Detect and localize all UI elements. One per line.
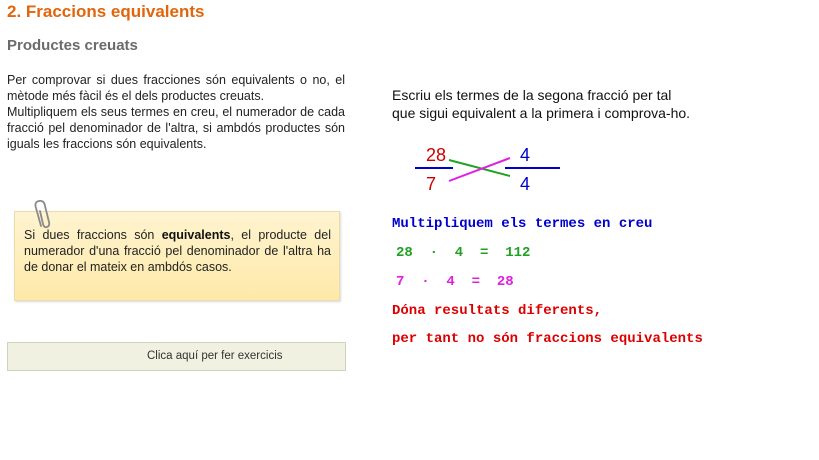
first-numerator: 28 [426,145,447,165]
page-title: 2. Fraccions equivalents [7,2,205,21]
conclusion-line-1: Dóna resultats diferents, [392,303,603,319]
first-denominator: 7 [426,174,437,194]
note-text-after: , el producte del numerador d'una fracció pel denominador de l'altra ha de donar el mateix en ambdós casos. [24,228,331,274]
intro-paragraph-2: Multipliquem els seus termes en creu, el numerador de cada fracció pel denominador de l'altra, si ambdós productes són iguals les fraccions són equivalents. [7,105,345,151]
instructions-line-2: que sigui equivalent a la primera i comprova-ho. [392,105,691,121]
note-text [24,227,331,275]
section-subtitle: Productes creuats [7,37,138,54]
note-box [14,211,340,301]
exercise-button-label[interactable]: Clica aquí per fer exercicis [147,350,283,362]
paperclip-icon [34,200,56,230]
intro-text [7,72,345,152]
conclusion-line-2: per tant no són fraccions equivalents [392,331,703,347]
instructions-line-1: Escriu els termes de la segona fracció per tal [392,87,672,103]
note-text-before: Si dues fraccions són [24,228,162,242]
result-heading: Multipliquem els termes en creu [392,216,653,232]
note-emphasis: equivalents [161,228,231,242]
cross-multiplication-diagram [405,140,575,200]
instructions [392,86,690,122]
product-2: 7 · 4 = 28 [396,274,514,290]
exercise-button[interactable] [7,342,346,371]
intro-paragraph-1: Per comprovar si dues fracciones són equivalents o no, el mètode més fàcil és el dels productes creuats. [7,73,345,103]
second-numerator-input[interactable]: 4 [520,145,531,165]
second-denominator-input[interactable]: 4 [520,174,531,194]
product-1: 28 · 4 = 112 [396,245,531,261]
